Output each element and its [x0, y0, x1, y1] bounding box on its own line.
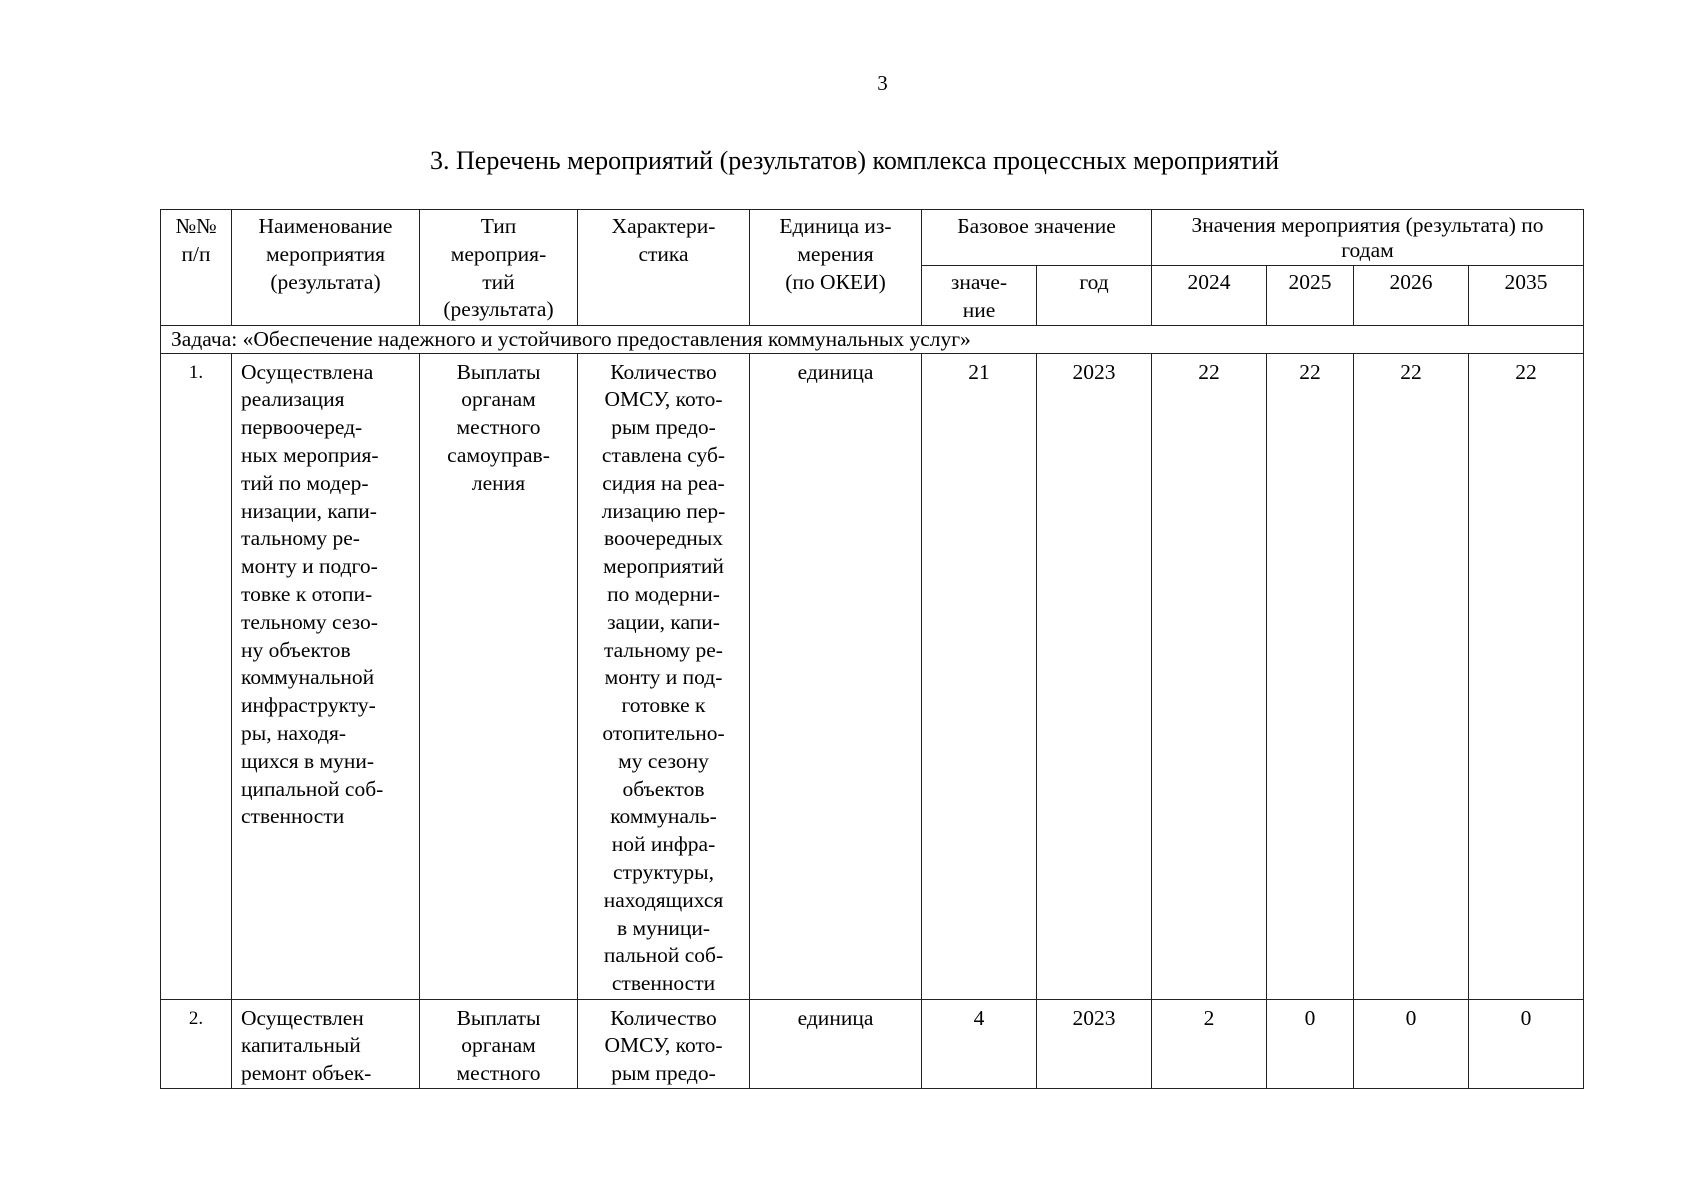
row-base-year: 2023	[1037, 353, 1152, 999]
measures-table	[160, 209, 1584, 1089]
header-unit: Единица из- мерения (по ОКЕИ)	[750, 210, 922, 326]
row-value-2035: 0	[1469, 999, 1584, 1088]
row-value-2026: 22	[1354, 353, 1469, 999]
task-row	[161, 325, 1584, 353]
header-base-value-group: Базовое значение	[922, 210, 1152, 266]
row-type: Выплаты органам местного	[420, 999, 578, 1088]
row-characteristic: Количество ОМСУ, кото- рым предо-	[578, 999, 750, 1088]
header-year-2024: 2024	[1152, 266, 1267, 326]
row-base-year: 2023	[1037, 999, 1152, 1088]
row-unit: единица	[750, 999, 922, 1088]
table-row	[161, 353, 1584, 999]
row-value-2035: 22	[1469, 353, 1584, 999]
page-number: 3	[877, 71, 888, 95]
section-heading: 3. Перечень мероприятий (результатов) комплекса процессных мероприятий	[430, 146, 1280, 175]
row-value-2025: 0	[1267, 999, 1354, 1088]
header-values-group: Значения мероприятия (результата) по годам	[1152, 210, 1584, 266]
header-name: Наименование мероприятия (результата)	[232, 210, 420, 326]
row-num: 2.	[161, 999, 232, 1088]
row-unit: единица	[750, 353, 922, 999]
row-num: 1.	[161, 353, 232, 999]
header-type: Тип мероприя- тий (результата)	[420, 210, 578, 326]
row-name: Осуществлен капитальный ремонт объек-	[232, 999, 420, 1088]
header-year-2025: 2025	[1267, 266, 1354, 326]
row-base-value: 21	[922, 353, 1037, 999]
row-base-value: 4	[922, 999, 1037, 1088]
header-year-2026: 2026	[1354, 266, 1469, 326]
header-num: №№ п/п	[161, 210, 232, 326]
header-characteristic: Характери- стика	[578, 210, 750, 326]
header-base-value: значе- ние	[922, 266, 1037, 326]
header-base-year: год	[1037, 266, 1152, 326]
row-characteristic: Количество ОМСУ, кото- рым предо- ставлена суб- сидия на реа- лизацию пер- воочередных мероприятий по модерни- зации, капи- тальному ре- монту и под- готовке к отопительно- му сезону объектов коммуналь- ной инфра- структуры, находящихся в муници- пальной соб- ственности	[578, 353, 750, 999]
table-row	[161, 999, 1584, 1088]
row-value-2025: 22	[1267, 353, 1354, 999]
row-type: Выплаты органам местного самоуправ- ления	[420, 353, 578, 999]
row-value-2026: 0	[1354, 999, 1469, 1088]
header-row-1	[161, 210, 1584, 266]
row-value-2024: 2	[1152, 999, 1267, 1088]
row-name: Осуществлена реализация первоочеред- ных мероприя- тий по модер- низации, капи- тальному ре- монту и подго- товке к отопи- тельному сезо- ну объектов коммунальной инфраструкту- ры, находя- щихся в муни- ципальной соб- ственности	[232, 353, 420, 999]
task-cell: Задача: «Обеспечение надежного и устойчивого предоставления коммунальных услуг»	[161, 325, 1584, 353]
header-year-2035: 2035	[1469, 266, 1584, 326]
row-value-2024: 22	[1152, 353, 1267, 999]
